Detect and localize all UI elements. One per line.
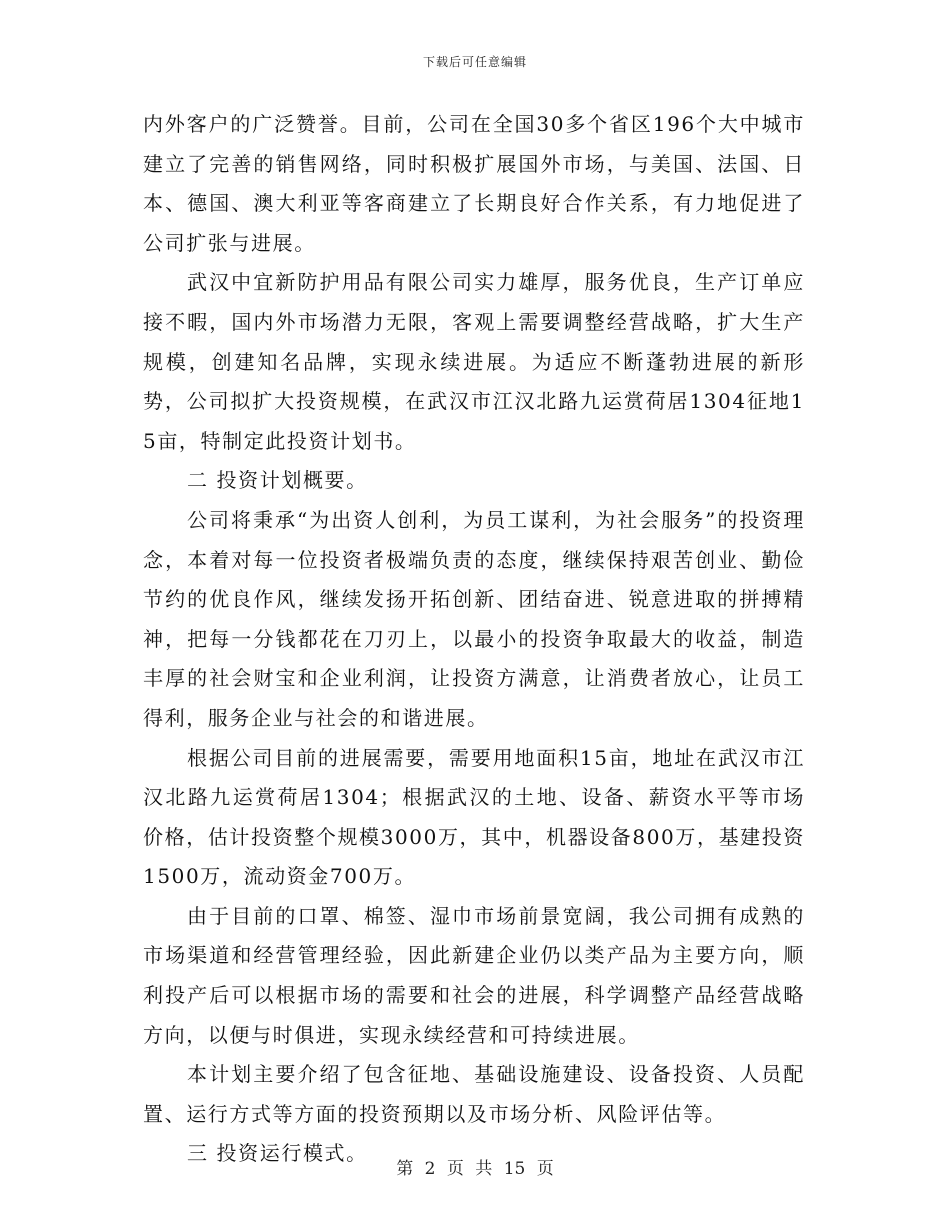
- paragraph-continued: 内外客户的广泛赞誉。目前，公司在全国30多个省区196个大中城市建立了完善的销售网络，同时积极扩展国外市场，与美国、法国、日本、德国、澳大利亚等客商建立了长期良好合作关系，有力地促进了公司扩张与进展。: [143, 112, 805, 255]
- paragraph-company-strength: 武汉中宜新防护用品有限公司实力雄厚，服务优良，生产订单应接不暇，国内外市场潜力无限，客观上需要调整经营战略，扩大生产规模，创建知名品牌，实现永续进展。为适应不断蓬勃进展的新形势，公司拟扩大投资规模，在武汉市江汉北路九运赏荷居1304征地15亩，特制定此投资计划书。: [143, 270, 805, 453]
- page-number-footer: 第 2 页 共 15 页: [396, 1159, 554, 1179]
- page-header: 下载后可任意编辑: [422, 55, 527, 69]
- paragraph-plan-contents: 本计划主要介绍了包含征地、基础设施建设、设备投资、人员配置、运行方式等方面的投资预期以及市场分析、风险评估等。: [143, 1062, 805, 1126]
- section-heading-operation-mode: 三 投资运行模式。: [187, 1141, 368, 1166]
- paragraph-investment-philosophy: 公司将秉承“为出资人创利，为员工谋利，为社会服务”的投资理念，本着对每一位投资者极端负责的态度，继续保持艰苦创业、勤俭节约的优良作风，继续发扬开拓创新、团结奋进、锐意进取的拼搏精神，把每一分钱都花在刀刃上，以最小的投资争取最大的收益，制造丰厚的社会财宝和企业利润，让投资方满意，让消费者放心，让员工得利，服务企业与社会的和谐进展。: [143, 507, 805, 730]
- document-body: [143, 105, 805, 1174]
- section-heading-investment-overview: 二 投资计划概要。: [187, 468, 368, 493]
- paragraph-market-outlook: 由于目前的口罩、棉签、湿巾市场前景宽阔，我公司拥有成熟的市场渠道和经营管理经验，因此新建企业仍以类产品为主要方向，顺利投产后可以根据市场的需要和社会的进展，科学调整产品经营战略方向，以便与时俱进，实现永续经营和可持续进展。: [143, 903, 805, 1047]
- paragraph-investment-scale: 根据公司目前的进展需要，需要用地面积15亩，地址在武汉市江汉北路九运赏荷居1304；根据武汉的土地、设备、薪资水平等市场价格，估计投资整个规模3000万，其中，机器设备800万，基建投资1500万，流动资金700万。: [143, 745, 805, 889]
